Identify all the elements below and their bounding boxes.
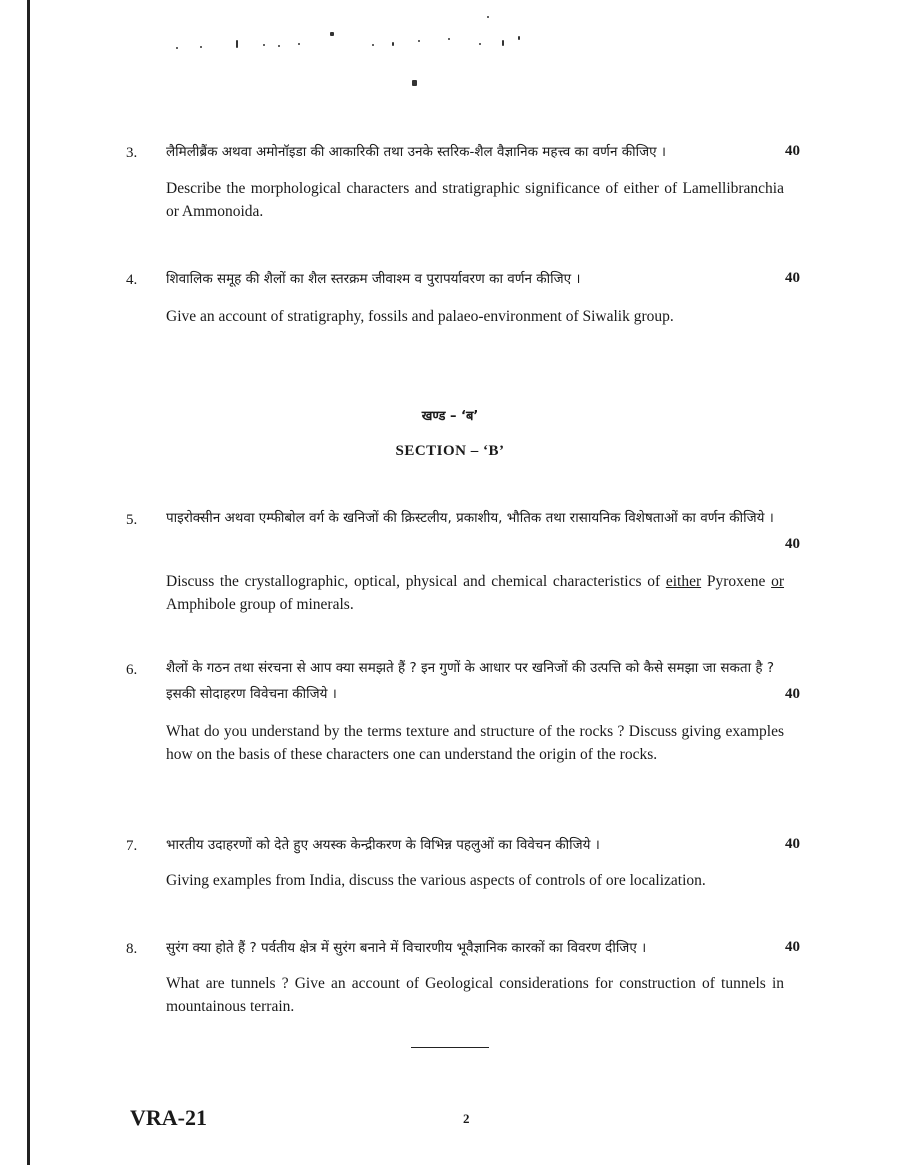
question-marks: 40 xyxy=(785,939,800,955)
question-number: 7. xyxy=(126,838,138,854)
end-rule xyxy=(411,1047,489,1048)
question-english: What are tunnels ? Give an account of Geological considerations for construction of tunnels in mountainous terrain. xyxy=(166,975,784,1015)
question-english: Giving examples from India, discuss the various aspects of controls of ore localization. xyxy=(166,872,706,889)
question-marks: 40 xyxy=(785,536,800,552)
paper-code: VRA-21 xyxy=(130,1105,207,1130)
question-hindi: सुरंग क्या होते हैं ? पर्वतीय क्षेत्र में सुरंग बनाने में विचारणीय भूवैज्ञानिक कारकों का विवरण दीजिए । xyxy=(166,940,647,956)
scan-edge xyxy=(27,0,30,1165)
question-marks: 40 xyxy=(785,686,800,702)
english-text-part: Amphibole group of minerals. xyxy=(166,596,354,613)
english-underlined-word: either xyxy=(665,573,702,590)
question-marks: 40 xyxy=(785,143,800,159)
question-hindi: भारतीय उदाहरणों को देते हुए अयस्क केन्द्रीकरण के विभिन्न पहलुओं का विवेचन कीजिये । xyxy=(166,837,600,853)
question-hindi: लैमिलीब्रैंक अथवा अमोनॉइडा की आकारिकी तथा उनके स्तरिक-शैल वैज्ञानिक महत्त्व का वर्णन कीजिए । xyxy=(166,144,666,160)
question-number: 6. xyxy=(126,662,138,678)
question-number: 8. xyxy=(126,941,138,957)
english-text-part: Pyroxene xyxy=(701,573,772,590)
question-number: 5. xyxy=(126,512,138,528)
question-english: Describe the morphological characters and stratigraphic significance of either of Lamellibranchia or Ammonoida. xyxy=(166,180,784,220)
english-text-part: Discuss the crystallographic, optical, physical and chemical characteristics of xyxy=(166,573,666,590)
question-english: What do you understand by the terms texture and structure of the rocks ? Discuss giving examples how on the basis of these characters one can understand the origin of the rocks. xyxy=(166,723,784,763)
section-heading: SECTION – ‘B’ xyxy=(395,443,505,459)
english-underlined-word: or xyxy=(771,573,785,590)
question-marks: 40 xyxy=(785,836,800,852)
question-hindi: पाइरोक्सीन अथवा एम्फीबोल वर्ग के खनिजों की क्रिस्टलीय, प्रकाशीय, भौतिक तथा रासायनिक विशेषताओं का वर्णन कीजिये । xyxy=(166,510,774,526)
section-heading-hindi: खण्ड – ‘ब’ xyxy=(421,409,479,424)
question-hindi: शिवालिक समूह की शैलों का शैल स्तरक्रम जीवाश्म व पुरापर्यावरण का वर्णन कीजिए । xyxy=(166,271,581,287)
question-english: Give an account of stratigraphy, fossils and palaeo-environment of Siwalik group. xyxy=(166,308,674,325)
question-number: 4. xyxy=(126,272,138,288)
question-marks: 40 xyxy=(785,270,800,286)
question-number: 3. xyxy=(126,145,138,161)
question-hindi: शैलों के गठन तथा संरचना से आप क्या समझते हैं ? इन गुणों के आधार पर खनिजों की उत्पत्ति को कैसे समझा जा सकता है ? इसकी सोदाहरण विवेचना कीजिये । xyxy=(166,660,775,702)
question-english xyxy=(166,570,784,616)
page-number: 2 xyxy=(463,1111,470,1126)
